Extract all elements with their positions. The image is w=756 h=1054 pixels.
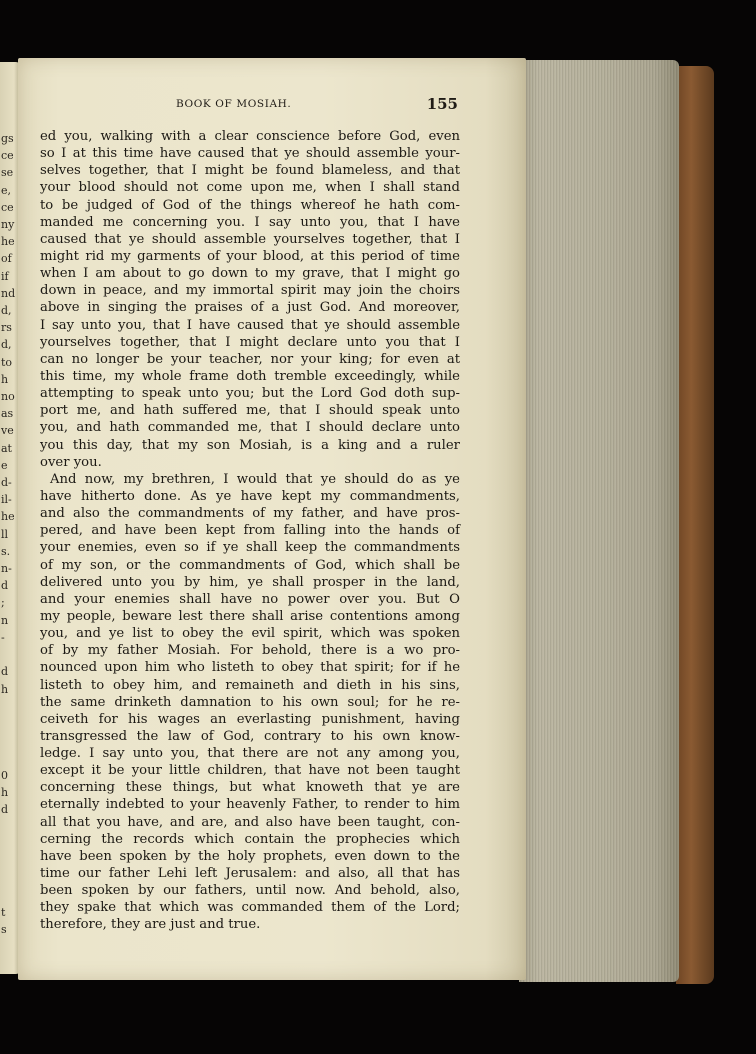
text-line: they spake that which was commanded them of the Lord; xyxy=(40,900,460,916)
text-line: have been spoken by the holy prophets, even down to the xyxy=(40,848,460,864)
text-line: down in peace, and my immortal spirit may join the choirs xyxy=(40,283,460,299)
text-line: above in singing the praises of a just God. And moreover, xyxy=(40,300,460,316)
page-number: 155 xyxy=(426,95,458,113)
page-fore-edge xyxy=(519,60,679,982)
text-line: cerning the records which contain the prophecies which xyxy=(40,831,460,847)
text-line: concerning these things, but what knoweth that ye are xyxy=(40,780,460,796)
text-line: the same drinketh damnation to his own soul; for he re- xyxy=(40,694,460,710)
text-line: have hitherto done. As ye have kept my commandments, xyxy=(40,488,460,504)
text-line: over you. xyxy=(40,454,102,470)
text-line: listeth to obey him, and remaineth and dieth in his sins, xyxy=(40,677,460,693)
text-line: you, and hath commanded me, that I should declare unto xyxy=(40,420,460,436)
text-line: delivered unto you by him, ye shall prosper in the land, xyxy=(40,574,460,590)
text-line: port me, and hath suffered me, that I should speak unto xyxy=(40,403,460,419)
text-line: yourselves together, that I might declare unto you that I xyxy=(40,334,460,350)
text-line: ed you, walking with a clear conscience before God, even xyxy=(40,129,460,144)
text-line: of by my father Mosiah. For behold, there is a wo pro- xyxy=(40,643,460,659)
text-line: therefore, they are just and true. xyxy=(40,917,261,933)
text-line: I say unto you, that I have caused that ye should assemble xyxy=(40,317,460,333)
text-line: when I am about to go down to my grave, that I might go xyxy=(40,266,460,282)
text-line: been spoken by our fathers, until now. And behold, also, xyxy=(40,883,460,899)
running-head: BOOK OF MOSIAH. xyxy=(176,98,292,110)
left-facing-page xyxy=(0,62,20,974)
text-line: pered, and have been kept from falling into the hands of xyxy=(40,523,460,539)
text-line: transgressed the law of God, contrary to his own know- xyxy=(40,728,460,744)
left-page-fragment-text: gs ce se e, ce ny he of if nd d, rs d, to h no as ve at e d- il- he ll s. n- d ; n - d h 0 h d t s xyxy=(1,132,16,937)
text-line: might rid my garments of your blood, at this period of time xyxy=(40,248,460,264)
text-line: eternally indebted to your heavenly Father, to render to him xyxy=(40,797,460,813)
text-line: except it be your little children, that have not been taught xyxy=(40,763,460,779)
text-line: selves together, that I might be found blameless, and that xyxy=(40,163,460,179)
text-line: all that you have, and are, and also have been taught, con- xyxy=(40,814,460,830)
text-line: of my son, or the commandments of God, which shall be xyxy=(40,557,460,573)
text-line: this time, my whole frame doth tremble exceedingly, while xyxy=(40,368,460,384)
text-line: you this day, that my son Mosiah, is a king and a ruler xyxy=(40,437,460,453)
text-line: ceiveth for his wages an everlasting punishment, having xyxy=(40,711,460,727)
text-line: caused that ye should assemble yourselves together, that I xyxy=(40,231,460,247)
text-line: and your enemies shall have no power over you. But O xyxy=(40,591,460,607)
text-line: to be judged of God of the things whereof he hath com- xyxy=(40,197,460,213)
text-line: can no longer be your teacher, nor your king; for even at xyxy=(40,351,460,367)
text-line: you, and ye list to obey the evil spirit, which was spoken xyxy=(40,626,460,642)
text-line: attempting to speak unto you; but the Lord God doth sup- xyxy=(40,386,460,402)
text-line: your blood should not come upon me, when I shall stand xyxy=(40,180,460,196)
text-line: And now, my brethren, I would that ye should do as ye xyxy=(50,471,460,487)
body-text xyxy=(40,128,460,934)
text-line: time our father Lehi left Jerusalem: and also, all that has xyxy=(40,866,460,882)
text-line: manded me concerning you. I say unto you, that I have xyxy=(40,214,460,230)
text-line: my people, beware lest there shall arise contentions among xyxy=(40,608,460,624)
book-cover-board xyxy=(676,66,714,984)
text-line: ledge. I say unto you, that there are not any among you, xyxy=(40,746,460,762)
text-line: and also the commandments of my father, and have pros- xyxy=(40,506,460,522)
text-line: so I at this time have caused that ye should assemble your- xyxy=(40,146,460,162)
text-line: nounced upon him who listeth to obey that spirit; for if he xyxy=(40,660,460,676)
text-line: your enemies, even so if ye shall keep the commandments xyxy=(40,540,460,556)
